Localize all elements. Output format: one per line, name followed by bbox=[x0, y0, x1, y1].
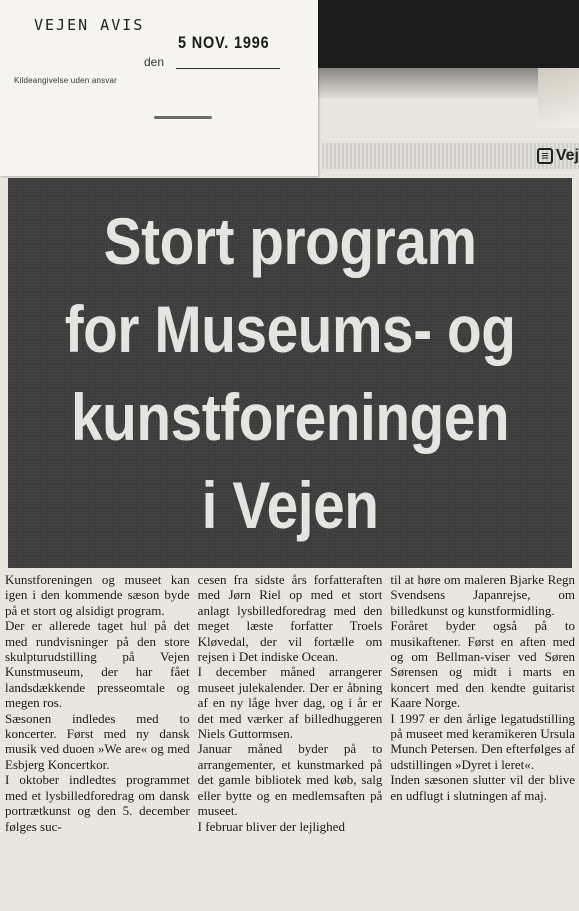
paragraph: Inden sæsonen slutter vil der blive en udflugt i slutningen af maj. bbox=[390, 772, 576, 803]
staple bbox=[154, 116, 212, 119]
paragraph: Foråret byder også på to musikaftener. Først en aften med og om Bellman-viser ved Søren Sørensen og midt i marts en koncert med den kendte guitarist Kaare Norge. bbox=[390, 618, 576, 711]
paragraph: Der er allerede taget hul på det med rundvisninger på den store skulpturudstilling på Vejen Kunstmuseum, der har fået landsdækkende presseomtale og megen ros. bbox=[5, 618, 190, 711]
headline bbox=[65, 197, 516, 549]
newspaper-logo bbox=[537, 147, 579, 165]
headline-line-2: for Museums- og bbox=[64, 292, 516, 366]
paragraph: I 1997 er den årlige legatudstilling på museet med keramikeren Ursula Munch Petersen. Den efterfølges af udstillingen »Dyret i leret«. bbox=[390, 710, 576, 772]
headline-line-4: i Vejen bbox=[201, 468, 379, 542]
headline-line-1: Stort program bbox=[103, 204, 477, 278]
article-body bbox=[5, 572, 575, 911]
den-label: den bbox=[144, 55, 165, 69]
paragraph: cesen fra sidste års forfatteraften med Jørn Riel op med et stort anlagt lysbilledforedrag med den meget læste forfatter Troels Kløvedal, der vil fortælle om rejsen i Det indiske Ocean. bbox=[197, 572, 383, 665]
paragraph: I februar bliver der lejlighed bbox=[197, 818, 345, 834]
paper-curl bbox=[538, 68, 579, 128]
logo-text: Vej bbox=[555, 147, 579, 164]
den-underline bbox=[176, 68, 280, 69]
dark-background-strip bbox=[300, 0, 579, 68]
paper-name: VEJEN AVIS bbox=[34, 16, 145, 34]
column-2 bbox=[198, 572, 383, 911]
book-icon: ≡ bbox=[537, 148, 553, 164]
clipping-date: 5 NOV. 1996 bbox=[178, 33, 270, 52]
source-note: Kildeangivelse uden ansvar bbox=[14, 76, 118, 85]
paragraph: I oktober indledtes programmet med et lysbilledforedrag om dansk portrætkunst og den 5. december følges suc- bbox=[5, 772, 190, 834]
paragraph: Sæsonen indledes med to koncerter. Først med ny dansk musik ved duoen »We are« og med Esbjerg Koncertkor. bbox=[5, 710, 190, 772]
paragraph: I december måned arrangerer museet julekalender. Der er åbning af en ny låge hver dag, og i år er det med værker af billedhuggeren Niels Guttormsen. bbox=[197, 664, 383, 742]
section-header-band bbox=[322, 143, 579, 169]
paragraph: til at høre om maleren Bjarke Regn Svendsens Japanrejse, om billedkunst og kunstformidling. bbox=[390, 572, 576, 618]
column-1 bbox=[5, 572, 190, 911]
column-3 bbox=[390, 572, 575, 911]
paragraph: Januar måned byder på to arrangementer, et kunstmarked på det gamle bibliotek med køb, salg eller bytte og en medlemsaften på museet. bbox=[197, 741, 383, 819]
headline-block bbox=[8, 178, 572, 568]
paragraph: Kunstforeningen og museet kan igen i den kommende sæson byde på et stort og alsidigt program. bbox=[5, 572, 190, 618]
clipping-slip bbox=[0, 0, 318, 176]
headline-line-3: kunstforeningen bbox=[70, 380, 510, 454]
background-fade bbox=[300, 68, 540, 98]
